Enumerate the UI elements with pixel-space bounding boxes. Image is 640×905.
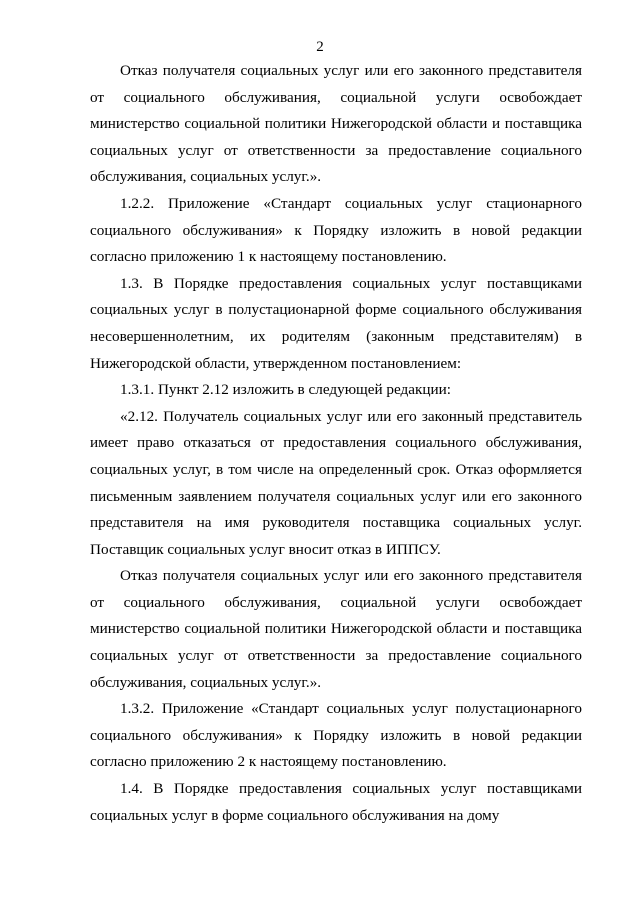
page-number: 2 bbox=[316, 39, 324, 55]
paragraph-1-3-2: 1.3.2. Приложение «Стандарт социальных услуг полустационарного социального обслуживания» к Порядку изложить в новой редакции согласно приложению 2 к настоящему постановлению. bbox=[90, 700, 582, 771]
paragraph-refusal-exemption-1: Отказ получателя социальных услуг или его законного представителя от социального обслуживания, социальной услуги освобождает министерство социальной политики Нижегородской области и поставщика социальных услуг от ответственности за предоставление социального обслуживания, социальных услуг.». bbox=[90, 62, 582, 186]
paragraph-1-3: 1.3. В Порядке предоставления социальных услуг поставщиками социальных услуг в полустационарной форме социального обслуживания несовершеннолетним, их родителям (законным представителям) в Нижегородской области, утвержденном постановлением: bbox=[90, 274, 582, 372]
paragraph-refusal-exemption-2: Отказ получателя социальных услуг или его законного представителя от социального обслуживания, социальной услуги освобождает министерство социальной политики Нижегородской области и поставщика социальных услуг от ответственности за предоставление социального обслуживания, социальных услуг.». bbox=[90, 567, 582, 691]
paragraph-1-3-1: 1.3.1. Пункт 2.12 изложить в следующей редакции: bbox=[120, 381, 451, 399]
paragraph-1-2-2: 1.2.2. Приложение «Стандарт социальных услуг стационарного социального обслуживания» к Порядку изложить в новой редакции согласно приложению 1 к настоящему постановлению. bbox=[90, 194, 582, 266]
paragraph-2-12: «2.12. Получатель социальных услуг или его законный представитель имеет право отказаться от предоставления социального обслуживания, социальных услуг, в том числе на определенный срок. Отказ оформляется письменным заявлением получателя социальных услуг или его законного представителя на имя руководителя поставщика социальных услуг. Поставщик социальных услуг вносит отказ в ИППСУ. bbox=[90, 407, 582, 558]
document-body bbox=[90, 58, 582, 829]
paragraph-1-4: 1.4. В Порядке предоставления социальных услуг поставщиками социальных услуг в форме социального обслуживания на дому bbox=[90, 780, 582, 824]
